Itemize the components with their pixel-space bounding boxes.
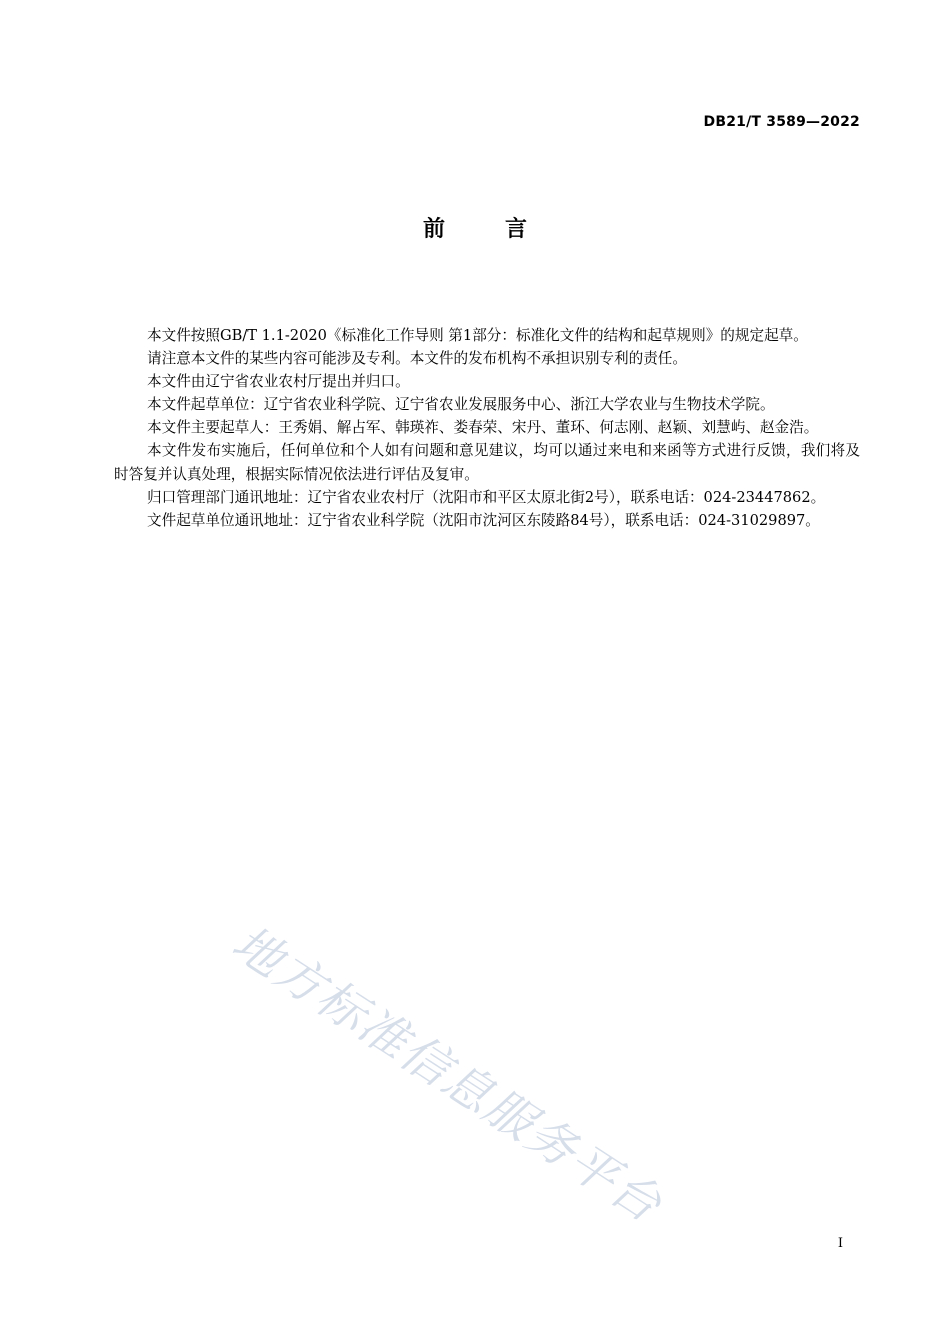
paragraph-feedback: 本文件发布实施后，任何单位和个人如有问题和意见建议，均可以通过来电和来函等方式进行反馈，我们将及时答复并认真处理，根据实际情况依法进行评估及复审。 bbox=[114, 442, 860, 483]
watermark: 地方标准信息服务平台 bbox=[222, 914, 673, 1235]
page-number: I bbox=[837, 1236, 843, 1251]
page-title: 前言 bbox=[422, 217, 587, 242]
paragraph-proposer: 本文件由辽宁省农业农村厅提出并归口。 bbox=[147, 373, 410, 391]
foreword-body bbox=[114, 324, 860, 532]
paragraph-patent-notice: 请注意本文件的某些内容可能涉及专利。本文件的发布机构不承担识别专利的责任。 bbox=[147, 350, 687, 368]
document-code: DB21/T 3589—2022 bbox=[703, 114, 860, 130]
paragraph-drafters: 本文件主要起草人：王秀娟、解占军、韩瑛祚、娄春荣、宋丹、董环、何志刚、赵颖、刘慧屿、赵金浩。 bbox=[147, 419, 819, 437]
paragraph-drafting-units: 本文件起草单位：辽宁省农业科学院、辽宁省农业发展服务中心、浙江大学农业与生物技术学院。 bbox=[147, 396, 775, 414]
paragraph-drafter-address: 文件起草单位通讯地址：辽宁省农业科学院（沈阳市沈河区东陵路84号），联系电话：024-31029897。 bbox=[147, 511, 820, 529]
paragraph-standard-basis: 本文件按照GB/T 1.1-2020《标准化工作导则 第1部分：标准化文件的结构和起草规则》的规定起草。 bbox=[147, 327, 808, 344]
paragraph-admin-address: 归口管理部门通讯地址：辽宁省农业农村厅（沈阳市和平区太原北街2号），联系电话：024-23447862。 bbox=[147, 488, 826, 506]
